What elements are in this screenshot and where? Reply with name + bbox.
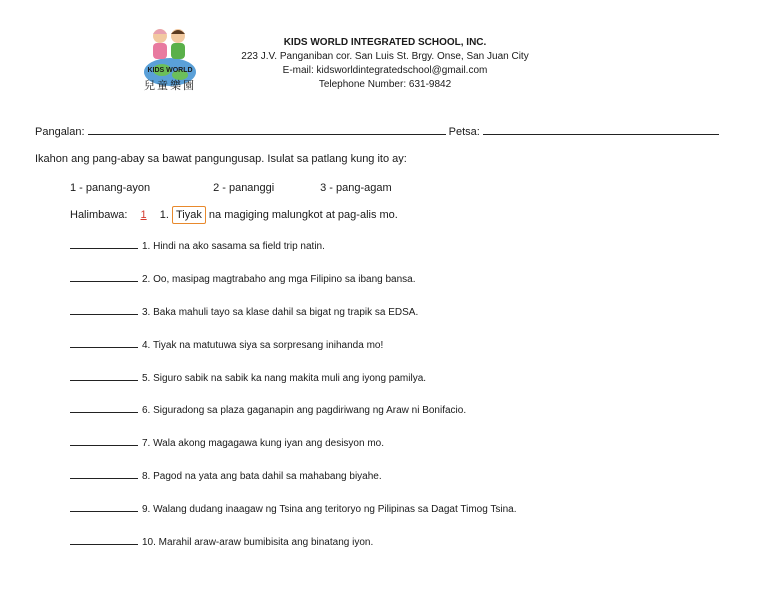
answer-blank[interactable]	[70, 534, 138, 545]
item-text: 1. Hindi na ako sasama sa field trip natin.	[142, 241, 325, 252]
list-item	[70, 271, 416, 285]
school-header	[220, 36, 550, 92]
option-3: 3 - pang-agam	[320, 182, 392, 194]
list-item	[70, 337, 383, 351]
school-email: E-mail: kidsworldintegratedschool@gmail.com	[282, 65, 488, 76]
list-item	[70, 501, 517, 515]
answer-blank[interactable]	[70, 370, 138, 381]
item-text: 3. Baka mahuli tayo sa klase dahil sa bigat ng trapik sa EDSA.	[142, 307, 419, 318]
list-item	[70, 468, 382, 482]
name-label: Pangalan:	[35, 126, 85, 138]
example-label: Halimbawa:	[70, 209, 128, 221]
date-field[interactable]	[483, 124, 719, 135]
name-field[interactable]	[88, 124, 446, 135]
answer-blank[interactable]	[70, 435, 138, 446]
school-name: KIDS WORLD INTEGRATED SCHOOL, INC.	[283, 37, 487, 48]
answer-blank[interactable]	[70, 337, 138, 348]
item-text: 5. Siguro sabik na sabik ka nang makita muli ang iyong pamilya.	[142, 373, 427, 384]
list-item	[70, 370, 426, 384]
example-row	[70, 209, 398, 221]
school-address: 223 J.V. Panganiban cor. San Luis St. Brgy. Onse, San Juan City	[241, 51, 529, 62]
list-item	[70, 304, 418, 318]
answer-blank[interactable]	[70, 271, 138, 282]
item-text: 6. Siguradong sa plaza gaganapin ang pagdiriwang ng Araw ni Bonifacio.	[142, 405, 467, 416]
option-1: 1 - panang-ayon	[70, 182, 151, 194]
answer-blank[interactable]	[70, 501, 138, 512]
list-item	[70, 238, 325, 252]
example-boxed-word: Tiyak	[172, 206, 206, 224]
school-telephone: Telephone Number: 631-9842	[318, 79, 452, 90]
logo-text: KIDS WORLD	[147, 67, 193, 74]
instructions: Ikahon ang pang-abay sa bawat pangungusap. Isulat sa patlang kung ito ay:	[35, 153, 407, 165]
item-text: 10. Marahil araw-araw bumibisita ang binatang iyon.	[142, 537, 374, 548]
example-rest: na magiging malungkot at pag-alis mo.	[208, 209, 398, 221]
example-answer: 1	[140, 209, 147, 221]
option-2: 2 - pananggi	[213, 182, 275, 194]
answer-blank[interactable]	[70, 238, 138, 249]
example-number: 1.	[159, 209, 169, 221]
item-text: 9. Walang dudang inaagaw ng Tsina ang teritoryo ng Pilipinas sa Dagat Timog Tsina.	[142, 504, 517, 515]
answer-blank[interactable]	[70, 304, 138, 315]
list-item	[70, 402, 466, 416]
date-label: Petsa:	[448, 126, 480, 138]
answer-blank[interactable]	[70, 402, 138, 413]
item-text: 7. Wala akong magagawa kung iyan ang desisyon mo.	[142, 438, 384, 449]
options-row	[70, 182, 392, 194]
item-text: 8. Pagod na yata ang bata dahil sa mahabang biyahe.	[142, 471, 382, 482]
item-text: 4. Tiyak na matutuwa siya sa sorpresang inihanda mo!	[142, 340, 384, 351]
list-item	[70, 534, 373, 548]
list-item	[70, 435, 384, 449]
name-date-row	[35, 124, 719, 138]
item-text: 2. Oo, masipag magtrabaho ang mga Filipino sa ibang bansa.	[142, 274, 416, 285]
logo-chinese-text: 兒童樂園	[144, 80, 196, 92]
answer-blank[interactable]	[70, 468, 138, 479]
